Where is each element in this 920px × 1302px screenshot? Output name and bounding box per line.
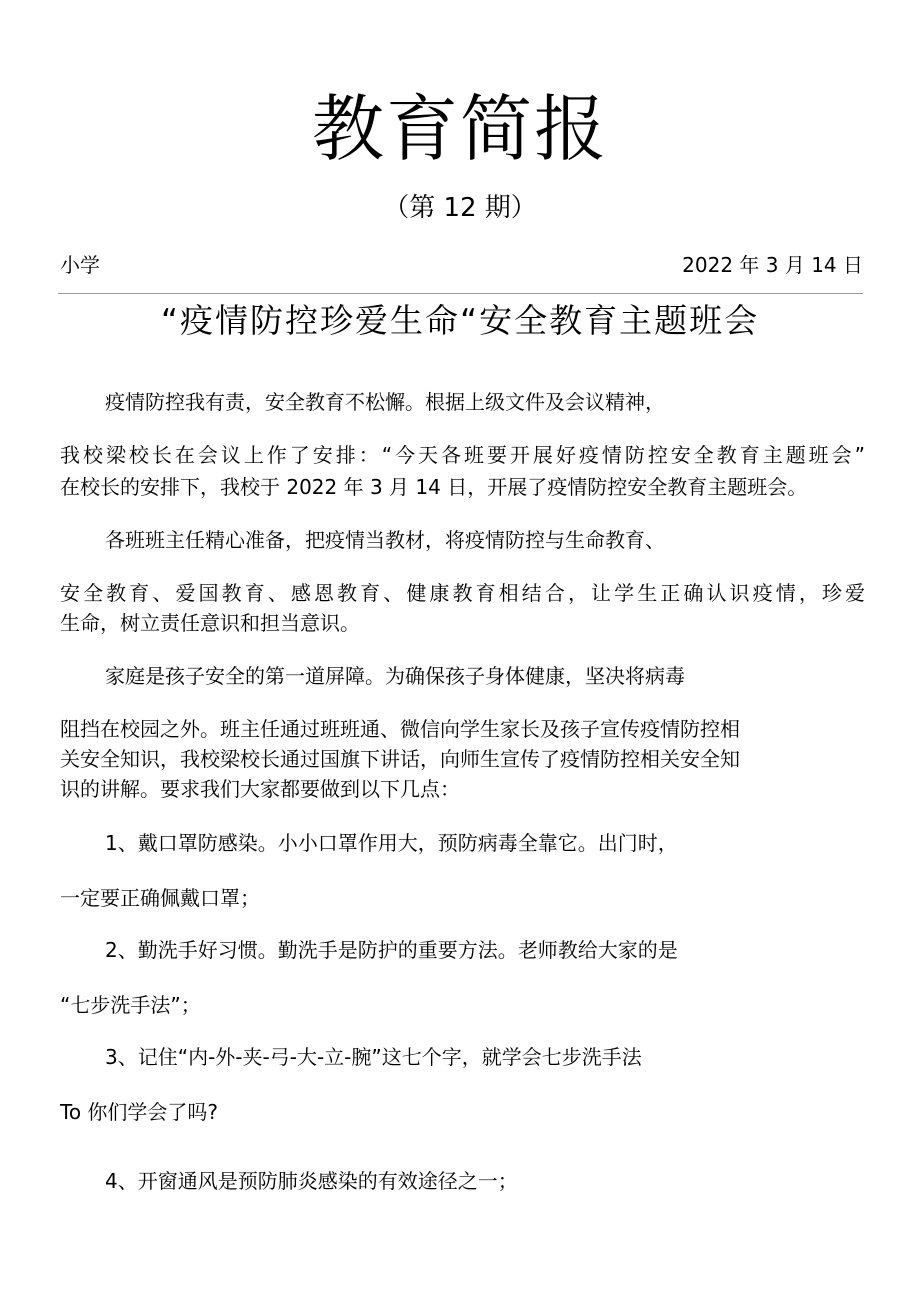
paragraph-line: 我校梁校长在会议上作了安排：“今天各班要开展好疫情防控安全教育主题班会”: [60, 443, 865, 467]
paragraph-line: 识的讲解。要求我们大家都要做到以下几点：: [60, 777, 460, 801]
list-item-continuation: To 你们学会了吗?: [60, 1100, 219, 1124]
header-divider: [58, 293, 863, 294]
list-item: 2、勤洗手好习惯。勤洗手是防护的重要方法。老师教给大家的是: [105, 938, 678, 962]
list-item: 3、记住“内-外-夹-弓-大-立-腕”这七个字，就学会七步洗手法: [105, 1045, 642, 1069]
paragraph-line: 关安全知识，我校梁校长通过国旗下讲话，向师生宣传了疫情防控相关安全知: [60, 747, 740, 771]
paragraph-line: 生命，树立责任意识和担当意识。: [60, 611, 360, 635]
paragraph-line: 在校长的安排下，我校于 2022 年 3 月 14 日，开展了疫情防控安全教育主题班会。: [60, 475, 808, 499]
paragraph-line: 家庭是孩子安全的第一道屏障。为确保孩子身体健康，坚决将病毒: [105, 664, 685, 688]
list-item: 4、开窗通风是预防肺炎感染的有效途径之一；: [105, 1169, 518, 1193]
meta-row: [60, 248, 863, 282]
article-title: “疫情防控珍爱生命“安全教育主题班会: [160, 301, 760, 340]
list-item-continuation: 一定要正确佩戴口罩；: [60, 886, 260, 910]
paragraph-line: 安全教育、爱国教育、感恩教育、健康教育相结合，让学生正确认识疫情，珍爱: [60, 581, 865, 605]
list-item: 1、戴口罩防感染。小小口罩作用大，预防病毒全靠它。出门时，: [105, 831, 678, 855]
paragraph-line: 阻挡在校园之外。班主任通过班班通、微信向学生家长及孩子宣传疫情防控相: [60, 717, 740, 741]
newsletter-title: 教育简报: [311, 87, 608, 171]
paragraph-line: 各班班主任精心准备，把疫情当教材，将疫情防控与生命教育、: [105, 528, 665, 552]
school-name: 小学: [60, 253, 100, 277]
paragraph-line: 疫情防控我有责，安全教育不松懈。根据上级文件及会议精神，: [105, 390, 665, 414]
list-item-continuation: “七步洗手法”；: [60, 993, 201, 1017]
issue-date: 2022 年 3 月 14 日: [682, 253, 863, 277]
issue-number: （第 12 期）: [383, 193, 537, 223]
